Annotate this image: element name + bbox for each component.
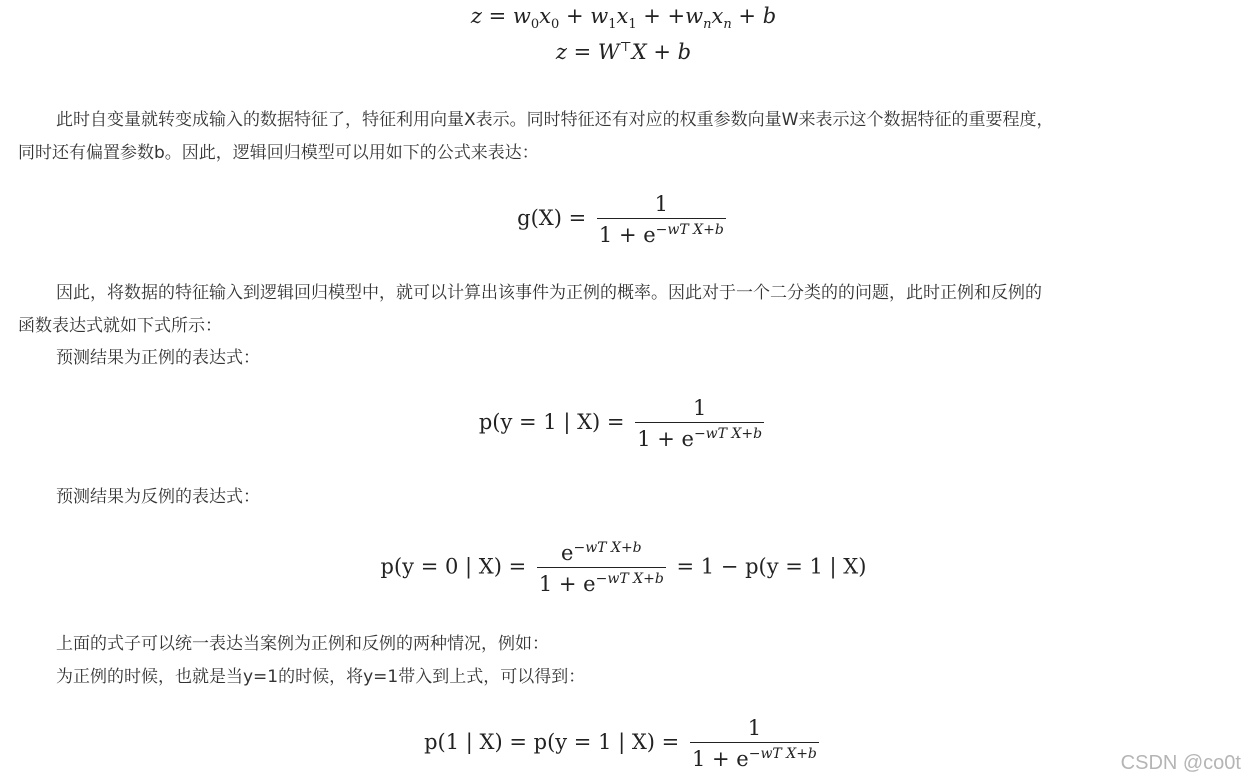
positive-case-statement: 为正例的时候，也就是当y=1的时候，将y=1带入到上式，可以得到： (56, 667, 586, 687)
positive-expression-label: 预测结果为正例的表达式： (56, 348, 260, 368)
equation-lhs: p(1 | X) = p(y = 1 | X) = (424, 730, 680, 754)
equation-lhs: p(y = 1 | X) = (478, 410, 625, 434)
equation-vector-form: z = W⊤X + b (555, 40, 692, 64)
numerator: $e^{-wT X+b}$ (561, 540, 642, 565)
denominator: $1 + e^{-wT X+b}$ (635, 422, 764, 451)
paragraph-feature-vector (18, 104, 1230, 170)
equation-positive-probability (0, 396, 1247, 451)
fraction (597, 192, 726, 247)
equation-lhs: p(y = 0 | X) = (380, 554, 527, 579)
unify-statement: 上面的式子可以统一表达当案例为正例和反例的两种情况，例如： (56, 634, 549, 654)
paragraph-line: 同时还有偏置参数b。因此，逻辑回归模型可以用如下的公式来表达： (18, 143, 539, 163)
equation-sigmoid (0, 192, 1247, 247)
paragraph-line: 因此，将数据的特征输入到逻辑回归模型中，就可以计算出该事件为正例的概率。因此对于一个二分类的的问题，此时正例和反例的 (56, 283, 1042, 303)
paragraph-binary-classification (18, 277, 1230, 343)
fraction (537, 540, 666, 596)
csdn-watermark: CSDN @co0t (1120, 752, 1241, 774)
fraction (635, 396, 764, 451)
equation-negative-probability (0, 540, 1247, 596)
denominator: $1 + e^{-wT X+b}$ (537, 567, 666, 596)
numerator: 1 (692, 396, 707, 420)
numerator: 1 (747, 716, 762, 740)
negative-expression-label: 预测结果为反例的表达式： (56, 487, 260, 507)
numerator: 1 (654, 192, 669, 216)
equation-lhs: g(X) = (517, 206, 587, 230)
equation-linear-sum: $z = w_0x_0 + w_1x_1 + +w_nx_n + b$ (470, 4, 777, 33)
equation-positive-case (0, 716, 1247, 771)
fraction (690, 716, 819, 771)
paragraph-line: 函数表达式就如下式所示： (18, 316, 222, 336)
denominator: $1 + e^{-wT X+b}$ (690, 742, 819, 771)
equation-rhs: = 1 − p(y = 1 | X) (676, 554, 867, 579)
paragraph-line: 此时自变量就转变成输入的数据特征了，特征利用向量X表示。同时特征还有对应的权重参数向量W来表示这个数据特征的重要程度， (56, 110, 1054, 130)
denominator: $1 + e^{-wT X+b}$ (597, 218, 726, 247)
